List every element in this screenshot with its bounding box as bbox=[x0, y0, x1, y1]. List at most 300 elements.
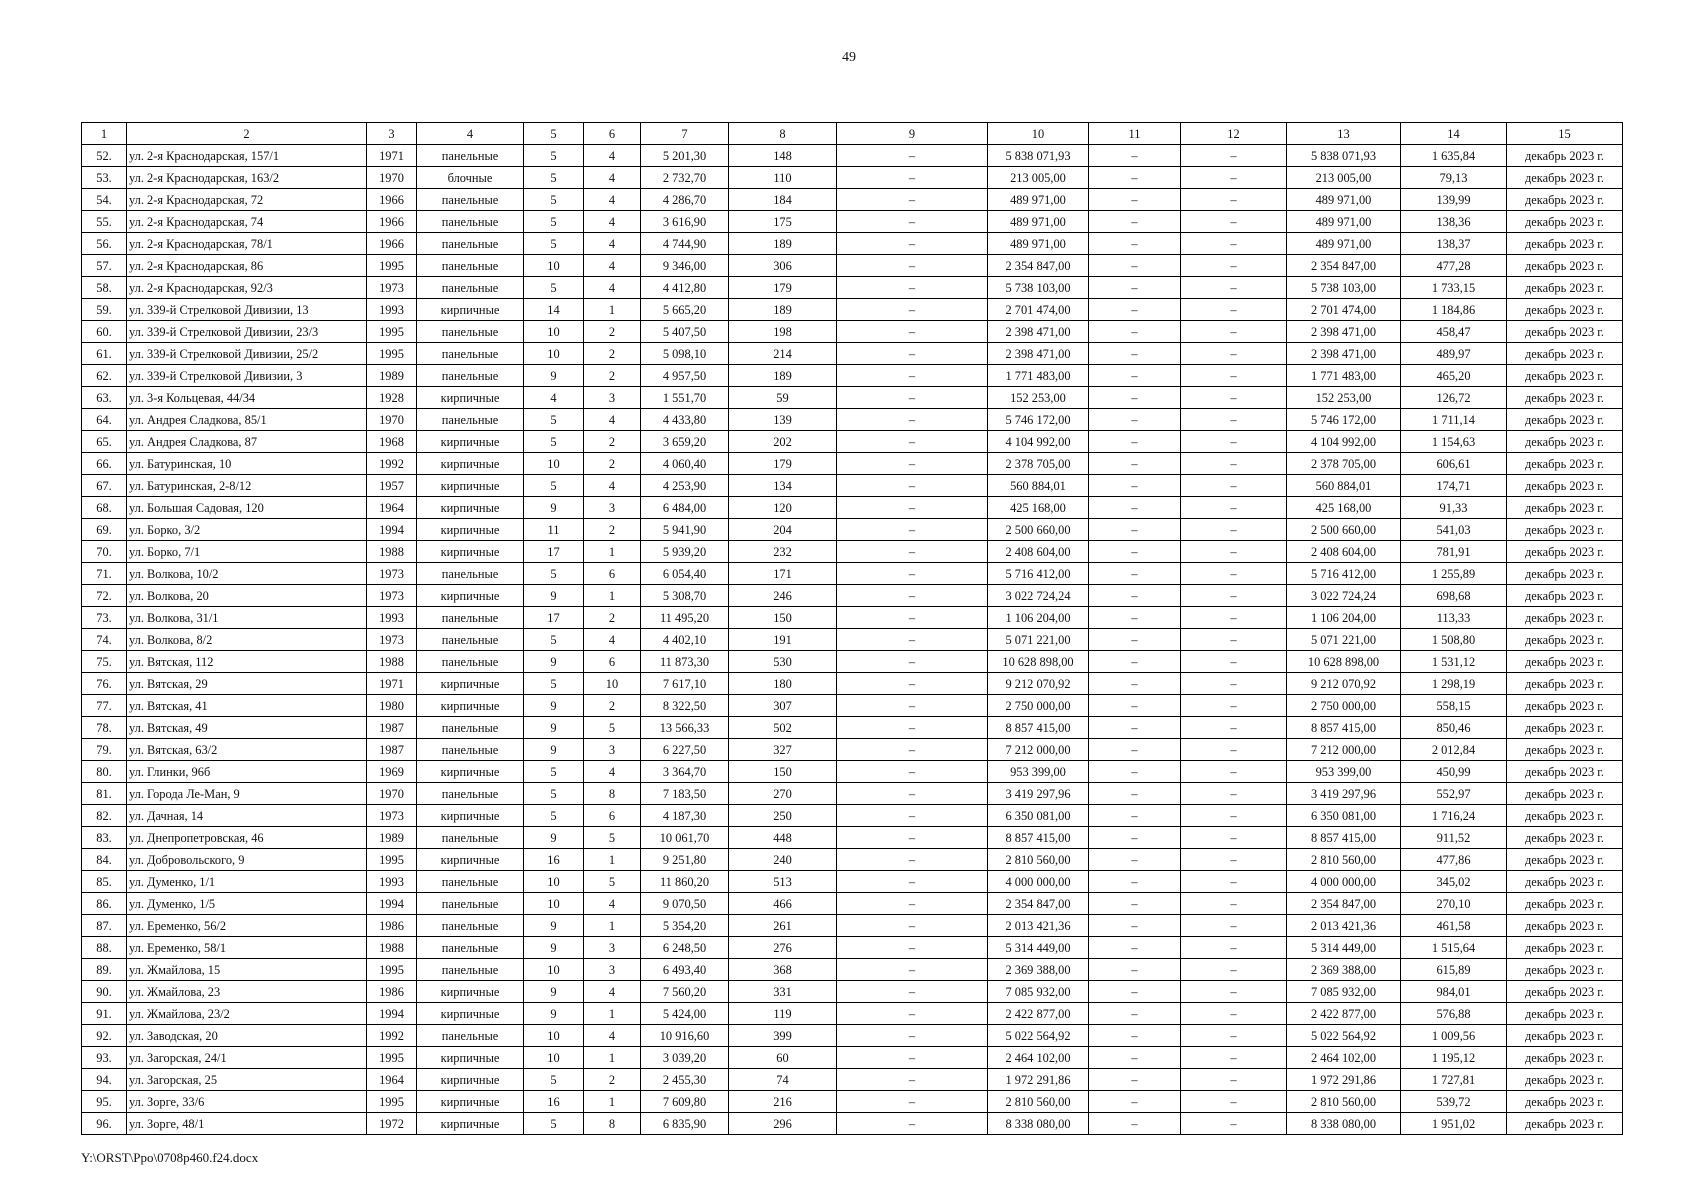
table-cell: кирпичные bbox=[417, 1003, 524, 1025]
table-cell: панельные bbox=[417, 871, 524, 893]
table-cell: 63. bbox=[82, 387, 127, 409]
address-cell: ул. 2-я Краснодарская, 74 bbox=[127, 211, 367, 233]
table-cell: 5 bbox=[584, 717, 641, 739]
table-cell: 2 398 471,00 bbox=[1287, 343, 1401, 365]
table-cell: 1973 bbox=[367, 563, 417, 585]
table-cell: 4 bbox=[584, 233, 641, 255]
table-row bbox=[82, 849, 1623, 871]
table-cell: 2 701 474,00 bbox=[988, 299, 1089, 321]
table-cell: – bbox=[1089, 849, 1181, 871]
table-cell: – bbox=[1089, 981, 1181, 1003]
table-row bbox=[82, 475, 1623, 497]
table-cell: 189 bbox=[729, 365, 837, 387]
table-cell: 53. bbox=[82, 167, 127, 189]
table-cell: 1995 bbox=[367, 1047, 417, 1069]
table-cell: 4 bbox=[584, 629, 641, 651]
table-cell: – bbox=[837, 783, 988, 805]
address-cell: ул. Вятская, 29 bbox=[127, 673, 367, 695]
table-cell: 92. bbox=[82, 1025, 127, 1047]
table-cell: 1995 bbox=[367, 849, 417, 871]
table-cell: 7 212 000,00 bbox=[988, 739, 1089, 761]
table-cell: 2 bbox=[584, 519, 641, 541]
address-cell: ул. Жмайлова, 23/2 bbox=[127, 1003, 367, 1025]
table-row bbox=[82, 541, 1623, 563]
column-header: 7 bbox=[641, 123, 729, 145]
table-cell: – bbox=[837, 277, 988, 299]
table-cell: – bbox=[1089, 1113, 1181, 1135]
table-row bbox=[82, 277, 1623, 299]
table-cell: 9 bbox=[524, 717, 584, 739]
table-row bbox=[82, 453, 1623, 475]
table-cell: 1 771 483,00 bbox=[988, 365, 1089, 387]
table-cell: панельные bbox=[417, 277, 524, 299]
table-cell: 216 bbox=[729, 1091, 837, 1113]
table-cell: 6 bbox=[584, 651, 641, 673]
table-cell: 240 bbox=[729, 849, 837, 871]
table-row bbox=[82, 871, 1623, 893]
table-cell: декабрь 2023 г. bbox=[1507, 255, 1623, 277]
table-cell: 5 098,10 bbox=[641, 343, 729, 365]
table-cell: 69. bbox=[82, 519, 127, 541]
table-cell: – bbox=[1181, 1069, 1287, 1091]
table-cell: кирпичные bbox=[417, 541, 524, 563]
table-cell: 606,61 bbox=[1401, 453, 1507, 475]
table-cell: – bbox=[837, 761, 988, 783]
table-cell: 1 bbox=[584, 299, 641, 321]
table-cell: – bbox=[1089, 321, 1181, 343]
table-cell: 1994 bbox=[367, 1003, 417, 1025]
table-cell: 7 085 932,00 bbox=[1287, 981, 1401, 1003]
table-cell: 87. bbox=[82, 915, 127, 937]
table-cell: декабрь 2023 г. bbox=[1507, 981, 1623, 1003]
table-row bbox=[82, 981, 1623, 1003]
address-cell: ул. Жмайлова, 15 bbox=[127, 959, 367, 981]
table-cell: 4 060,40 bbox=[641, 453, 729, 475]
table-cell: 2 732,70 bbox=[641, 167, 729, 189]
table-cell: – bbox=[1181, 1047, 1287, 1069]
table-row bbox=[82, 673, 1623, 695]
table-cell: – bbox=[1089, 871, 1181, 893]
table-cell: 8 857 415,00 bbox=[988, 827, 1089, 849]
address-cell: ул. Волкова, 10/2 bbox=[127, 563, 367, 585]
address-cell: ул. Борко, 7/1 bbox=[127, 541, 367, 563]
table-cell: 1 bbox=[584, 849, 641, 871]
table-cell: – bbox=[1181, 1025, 1287, 1047]
table-cell: 119 bbox=[729, 1003, 837, 1025]
table-cell: – bbox=[1181, 541, 1287, 563]
table-cell: – bbox=[837, 805, 988, 827]
table-cell: панельные bbox=[417, 343, 524, 365]
table-cell: 52. bbox=[82, 145, 127, 167]
column-header: 10 bbox=[988, 123, 1089, 145]
table-cell: 14 bbox=[524, 299, 584, 321]
table-cell: 1995 bbox=[367, 959, 417, 981]
table-cell: 9 bbox=[524, 739, 584, 761]
table-cell: 9 bbox=[524, 365, 584, 387]
table-cell: 71. bbox=[82, 563, 127, 585]
table-cell: декабрь 2023 г. bbox=[1507, 321, 1623, 343]
table-cell: – bbox=[1089, 959, 1181, 981]
table-cell: декабрь 2023 г. bbox=[1507, 651, 1623, 673]
table-cell: – bbox=[1089, 893, 1181, 915]
table-cell: 9 bbox=[524, 1003, 584, 1025]
table-row bbox=[82, 167, 1623, 189]
table-cell: 477,28 bbox=[1401, 255, 1507, 277]
table-cell: 953 399,00 bbox=[1287, 761, 1401, 783]
table-cell: 10 061,70 bbox=[641, 827, 729, 849]
table-cell: – bbox=[837, 673, 988, 695]
table-row bbox=[82, 937, 1623, 959]
table-cell: 189 bbox=[729, 299, 837, 321]
table-cell: 84. bbox=[82, 849, 127, 871]
table-cell: – bbox=[1181, 167, 1287, 189]
table-cell: – bbox=[1181, 563, 1287, 585]
table-cell: 8 857 415,00 bbox=[988, 717, 1089, 739]
table-cell: панельные bbox=[417, 409, 524, 431]
column-header: 11 bbox=[1089, 123, 1181, 145]
table-cell: 57. bbox=[82, 255, 127, 277]
table-cell: 150 bbox=[729, 607, 837, 629]
table-cell: 10 bbox=[524, 321, 584, 343]
table-cell: 1971 bbox=[367, 673, 417, 695]
table-cell: – bbox=[1181, 365, 1287, 387]
table-cell: 1 711,14 bbox=[1401, 409, 1507, 431]
table-cell: 541,03 bbox=[1401, 519, 1507, 541]
table-cell: 5 746 172,00 bbox=[1287, 409, 1401, 431]
table-cell: – bbox=[837, 1113, 988, 1135]
table-cell: 461,58 bbox=[1401, 915, 1507, 937]
table-cell: 530 bbox=[729, 651, 837, 673]
table-cell: – bbox=[837, 541, 988, 563]
table-cell: 4 402,10 bbox=[641, 629, 729, 651]
table-cell: 81. bbox=[82, 783, 127, 805]
table-cell: – bbox=[837, 211, 988, 233]
address-cell: ул. Вятская, 49 bbox=[127, 717, 367, 739]
address-cell: ул. 2-я Краснодарская, 157/1 bbox=[127, 145, 367, 167]
table-row bbox=[82, 739, 1623, 761]
table-cell: декабрь 2023 г. bbox=[1507, 695, 1623, 717]
table-cell: 59. bbox=[82, 299, 127, 321]
table-cell: 1970 bbox=[367, 167, 417, 189]
table-cell: – bbox=[837, 937, 988, 959]
table-cell: 10 bbox=[524, 1025, 584, 1047]
table-cell: 4 bbox=[524, 387, 584, 409]
table-cell: – bbox=[837, 607, 988, 629]
table-cell: 77. bbox=[82, 695, 127, 717]
table-cell: 4 286,70 bbox=[641, 189, 729, 211]
table-cell: 80. bbox=[82, 761, 127, 783]
table-cell: 4 bbox=[584, 981, 641, 1003]
table-cell: декабрь 2023 г. bbox=[1507, 915, 1623, 937]
table-cell: 1 515,64 bbox=[1401, 937, 1507, 959]
table-cell: – bbox=[1181, 409, 1287, 431]
table-cell: – bbox=[837, 695, 988, 717]
table-cell: 2 369 388,00 bbox=[988, 959, 1089, 981]
table-cell: 9 bbox=[524, 651, 584, 673]
table-cell: 5 bbox=[524, 1113, 584, 1135]
table-cell: – bbox=[1089, 145, 1181, 167]
table-cell: – bbox=[837, 255, 988, 277]
table-cell: 489 971,00 bbox=[988, 189, 1089, 211]
table-cell: 2 354 847,00 bbox=[988, 255, 1089, 277]
table-cell: 60 bbox=[729, 1047, 837, 1069]
table-cell: 1987 bbox=[367, 739, 417, 761]
table-cell: декабрь 2023 г. bbox=[1507, 607, 1623, 629]
table-cell: 232 bbox=[729, 541, 837, 563]
table-cell: 1993 bbox=[367, 607, 417, 629]
table-cell: 3 616,90 bbox=[641, 211, 729, 233]
table-cell: 58. bbox=[82, 277, 127, 299]
table-cell: – bbox=[837, 145, 988, 167]
table-cell: 5 bbox=[584, 871, 641, 893]
table-cell: 2 398 471,00 bbox=[988, 343, 1089, 365]
table-cell: 8 338 080,00 bbox=[1287, 1113, 1401, 1135]
table-cell: – bbox=[1089, 827, 1181, 849]
file-path-footer: Y:\ORST\Ppo\0708p460.f24.docx bbox=[81, 1150, 259, 1165]
table-cell: 134 bbox=[729, 475, 837, 497]
table-cell: 2 bbox=[584, 321, 641, 343]
table-cell: 1992 bbox=[367, 453, 417, 475]
table-cell: – bbox=[837, 431, 988, 453]
table-cell: 5 bbox=[524, 189, 584, 211]
table-cell: 4 bbox=[584, 761, 641, 783]
table-cell: 5 022 564,92 bbox=[1287, 1025, 1401, 1047]
table-cell: 3 bbox=[584, 497, 641, 519]
table-cell: 4 bbox=[584, 1025, 641, 1047]
table-row bbox=[82, 1047, 1623, 1069]
table-cell: 152 253,00 bbox=[1287, 387, 1401, 409]
table-cell: 1986 bbox=[367, 981, 417, 1003]
table-cell: 9 bbox=[524, 585, 584, 607]
table-cell: 1 009,56 bbox=[1401, 1025, 1507, 1047]
table-cell: 85. bbox=[82, 871, 127, 893]
table-cell: 2 012,84 bbox=[1401, 739, 1507, 761]
table-cell: 4 104 992,00 bbox=[1287, 431, 1401, 453]
table-cell: 1989 bbox=[367, 365, 417, 387]
table-cell: – bbox=[1089, 1003, 1181, 1025]
table-cell: кирпичные bbox=[417, 453, 524, 475]
table-cell: 5 bbox=[524, 145, 584, 167]
table-cell: 10 bbox=[584, 673, 641, 695]
address-cell: ул. Загорская, 25 bbox=[127, 1069, 367, 1091]
table-cell: 2 bbox=[584, 365, 641, 387]
table-cell: 5 bbox=[524, 277, 584, 299]
table-cell: 120 bbox=[729, 497, 837, 519]
table-cell: 148 bbox=[729, 145, 837, 167]
table-cell: 4 bbox=[584, 145, 641, 167]
table-cell: 3 659,20 bbox=[641, 431, 729, 453]
table-cell: 213 005,00 bbox=[1287, 167, 1401, 189]
table-cell: 5 bbox=[524, 783, 584, 805]
table-cell: 615,89 bbox=[1401, 959, 1507, 981]
table-cell: 2 bbox=[584, 607, 641, 629]
table-cell: 4 000 000,00 bbox=[988, 871, 1089, 893]
table-cell: 17 bbox=[524, 607, 584, 629]
table-row bbox=[82, 783, 1623, 805]
table-cell: – bbox=[1089, 1047, 1181, 1069]
table-cell: 489 971,00 bbox=[988, 233, 1089, 255]
table-cell: 489 971,00 bbox=[988, 211, 1089, 233]
table-cell: – bbox=[1089, 497, 1181, 519]
table-cell: 539,72 bbox=[1401, 1091, 1507, 1113]
table-row bbox=[82, 1025, 1623, 1047]
table-cell: – bbox=[1089, 1069, 1181, 1091]
table-cell: 70. bbox=[82, 541, 127, 563]
table-cell: кирпичные bbox=[417, 1047, 524, 1069]
table-cell: 10 bbox=[524, 871, 584, 893]
table-row bbox=[82, 563, 1623, 585]
table-cell: 60. bbox=[82, 321, 127, 343]
table-cell: – bbox=[1089, 475, 1181, 497]
table-cell: – bbox=[837, 1047, 988, 1069]
table-cell: 184 bbox=[729, 189, 837, 211]
table-cell: 6 350 081,00 bbox=[988, 805, 1089, 827]
table-cell: 5 407,50 bbox=[641, 321, 729, 343]
table-cell: 198 bbox=[729, 321, 837, 343]
table-cell: декабрь 2023 г. bbox=[1507, 739, 1623, 761]
table-cell: – bbox=[1089, 453, 1181, 475]
table-cell: 3 bbox=[584, 959, 641, 981]
table-cell: – bbox=[1181, 717, 1287, 739]
table-cell: 78. bbox=[82, 717, 127, 739]
table-cell: 781,91 bbox=[1401, 541, 1507, 563]
table-row bbox=[82, 343, 1623, 365]
table-cell: 72. bbox=[82, 585, 127, 607]
table-cell: 5 bbox=[524, 805, 584, 827]
table-cell: 465,20 bbox=[1401, 365, 1507, 387]
table-cell: кирпичные bbox=[417, 519, 524, 541]
table-cell: 5 939,20 bbox=[641, 541, 729, 563]
table-cell: 88. bbox=[82, 937, 127, 959]
table-cell: 9 bbox=[524, 497, 584, 519]
table-cell: 10 bbox=[524, 255, 584, 277]
table-cell: 246 bbox=[729, 585, 837, 607]
address-cell: ул. Думенко, 1/1 bbox=[127, 871, 367, 893]
table-cell: 513 bbox=[729, 871, 837, 893]
table-cell: декабрь 2023 г. bbox=[1507, 871, 1623, 893]
table-cell: 1989 bbox=[367, 827, 417, 849]
table-cell: 1994 bbox=[367, 893, 417, 915]
table-cell: – bbox=[1181, 937, 1287, 959]
address-cell: ул. Загорская, 24/1 bbox=[127, 1047, 367, 1069]
table-cell: панельные bbox=[417, 717, 524, 739]
table-cell: 1988 bbox=[367, 937, 417, 959]
table-cell: 5 bbox=[524, 409, 584, 431]
table-cell: 9 bbox=[524, 981, 584, 1003]
table-cell: 95. bbox=[82, 1091, 127, 1113]
table-cell: 5 665,20 bbox=[641, 299, 729, 321]
table-cell: 250 bbox=[729, 805, 837, 827]
table-cell: 213 005,00 bbox=[988, 167, 1089, 189]
table-cell: 4 bbox=[584, 189, 641, 211]
table-cell: 2 bbox=[584, 695, 641, 717]
table-cell: 1 184,86 bbox=[1401, 299, 1507, 321]
table-cell: панельные bbox=[417, 783, 524, 805]
table-cell: 6 248,50 bbox=[641, 937, 729, 959]
address-cell: ул. Вятская, 63/2 bbox=[127, 739, 367, 761]
table-cell: 2 354 847,00 bbox=[1287, 893, 1401, 915]
address-cell: ул. Волкова, 20 bbox=[127, 585, 367, 607]
table-cell: 4 000 000,00 bbox=[1287, 871, 1401, 893]
table-cell: 11 860,20 bbox=[641, 871, 729, 893]
table-cell: 8 338 080,00 bbox=[988, 1113, 1089, 1135]
table-cell: 180 bbox=[729, 673, 837, 695]
table-cell: 276 bbox=[729, 937, 837, 959]
table-cell: декабрь 2023 г. bbox=[1507, 431, 1623, 453]
table-row bbox=[82, 651, 1623, 673]
table-cell: 2 013 421,36 bbox=[1287, 915, 1401, 937]
table-cell: декабрь 2023 г. bbox=[1507, 849, 1623, 871]
table-cell: 3 419 297,96 bbox=[1287, 783, 1401, 805]
table-cell: – bbox=[1181, 585, 1287, 607]
column-header: 14 bbox=[1401, 123, 1507, 145]
table-cell: – bbox=[1089, 937, 1181, 959]
table-row bbox=[82, 233, 1623, 255]
table-cell: 74 bbox=[729, 1069, 837, 1091]
table-cell: – bbox=[1181, 893, 1287, 915]
table-cell: – bbox=[837, 321, 988, 343]
table-cell: 171 bbox=[729, 563, 837, 585]
table-cell: 2 398 471,00 bbox=[1287, 321, 1401, 343]
table-cell: 2 408 604,00 bbox=[988, 541, 1089, 563]
table-row bbox=[82, 1069, 1623, 1091]
table-cell: 152 253,00 bbox=[988, 387, 1089, 409]
table-cell: 2 810 560,00 bbox=[988, 1091, 1089, 1113]
table-cell: 1 bbox=[584, 1003, 641, 1025]
table-cell: – bbox=[1181, 299, 1287, 321]
table-cell: 11 bbox=[524, 519, 584, 541]
table-cell: 560 884,01 bbox=[988, 475, 1089, 497]
table-cell: 3 419 297,96 bbox=[988, 783, 1089, 805]
table-cell: – bbox=[837, 299, 988, 321]
table-cell: – bbox=[837, 475, 988, 497]
column-header: 13 bbox=[1287, 123, 1401, 145]
table-cell: – bbox=[1089, 299, 1181, 321]
table-cell: 2 408 604,00 bbox=[1287, 541, 1401, 563]
column-header: 1 bbox=[82, 123, 127, 145]
table-row bbox=[82, 519, 1623, 541]
address-cell: ул. Жмайлова, 23 bbox=[127, 981, 367, 1003]
table-cell: – bbox=[837, 1069, 988, 1091]
address-cell: ул. Думенко, 1/5 bbox=[127, 893, 367, 915]
table-cell: блочные bbox=[417, 167, 524, 189]
table-cell: декабрь 2023 г. bbox=[1507, 1003, 1623, 1025]
table-cell: 9 bbox=[524, 827, 584, 849]
table-cell: 175 bbox=[729, 211, 837, 233]
table-cell: 9 251,80 bbox=[641, 849, 729, 871]
table-cell: 4 187,30 bbox=[641, 805, 729, 827]
table-cell: – bbox=[1181, 805, 1287, 827]
table-cell: 113,33 bbox=[1401, 607, 1507, 629]
table-cell: 16 bbox=[524, 1091, 584, 1113]
table-row bbox=[82, 299, 1623, 321]
address-cell: ул. Зорге, 33/6 bbox=[127, 1091, 367, 1113]
table-cell: 3 bbox=[584, 387, 641, 409]
table-cell: 1 bbox=[584, 1091, 641, 1113]
table-cell: панельные bbox=[417, 739, 524, 761]
table-cell: – bbox=[837, 1003, 988, 1025]
table-cell: 953 399,00 bbox=[988, 761, 1089, 783]
table-row bbox=[82, 805, 1623, 827]
table-cell: 1 733,15 bbox=[1401, 277, 1507, 299]
table-cell: 2 750 000,00 bbox=[988, 695, 1089, 717]
table-cell: 5 424,00 bbox=[641, 1003, 729, 1025]
table-row bbox=[82, 915, 1623, 937]
table-cell: 425 168,00 bbox=[1287, 497, 1401, 519]
column-header: 2 bbox=[127, 123, 367, 145]
table-cell: – bbox=[1089, 541, 1181, 563]
table-cell: 9 212 070,92 bbox=[1287, 673, 1401, 695]
